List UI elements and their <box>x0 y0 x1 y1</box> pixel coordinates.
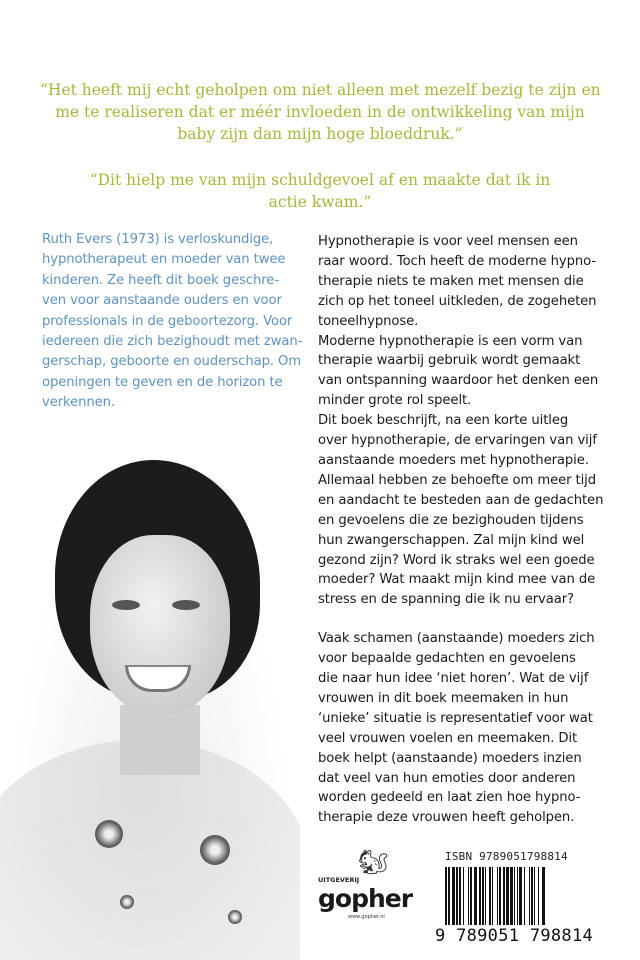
text-line: kinderen. Ze heeft dit boek geschre- <box>42 272 279 288</box>
blurb-paragraph-1 <box>318 232 603 610</box>
text-line: en gevoelens die ze bezighouden tijdens <box>318 512 584 528</box>
publisher-name: gopher <box>318 884 413 913</box>
text-line: zich op het toneel uitkleden, de zogeheten <box>318 293 597 309</box>
blurb-text <box>318 232 603 828</box>
text-line: Vaak schamen (aanstaande) moeders zich <box>318 631 595 647</box>
publisher-logo <box>318 848 413 921</box>
testimonial-quote-2 <box>40 169 600 213</box>
text-line: Ruth Evers (1973) is verloskundige, <box>42 232 274 247</box>
text-line: iedereen die zich bezighoudt met zwan- <box>42 334 303 350</box>
necklace-bead <box>228 910 242 924</box>
quote-line: me te realiseren dat er méér invloeden in de ontwikkeling van mijn <box>55 103 585 121</box>
text-line: boek helpt (aanstaande) moeders inzien <box>318 750 582 766</box>
text-line: verkennen. <box>42 395 115 411</box>
text-line: vrouwen in dit boek meemaken in hun <box>318 690 569 706</box>
text-line: therapie deze vrouwen heeft geholpen. <box>318 810 575 826</box>
barcode-bars <box>445 867 575 925</box>
text-line: Hypnotherapie is voor veel mensen een <box>318 234 578 249</box>
quote-line: actie kwam.” <box>268 193 372 211</box>
quote-line: “Het heeft mij echt geholpen om niet alleen met mezelf bezig te zijn en <box>40 81 601 99</box>
text-line: hun zwangerschappen. Zal mijn kind wel <box>318 532 585 548</box>
necklace-bead <box>120 895 134 909</box>
necklace-bead <box>95 820 123 848</box>
isbn-label: ISBN 9789051798814 <box>445 850 568 863</box>
text-line: van ontspanning waardoor het denken een <box>318 373 599 389</box>
text-line: professionals in de geboortezorg. Voor <box>42 313 293 329</box>
text-line: raar woord. Toch heeft de moderne hypno- <box>318 253 596 269</box>
text-line: stress en de spanning die ik nu ervaar? <box>318 592 574 608</box>
text-line: ‘unieke’ situatie is representatief voor wat <box>318 710 593 726</box>
barcode-digits: 9 789051 798814 <box>435 926 594 946</box>
text-line: worden gedeeld en laat zien hoe hypno- <box>318 790 581 806</box>
text-line: Moderne hypnotherapie is een vorm van <box>318 333 583 349</box>
text-line: Dit boek beschrijft, na een korte uitleg <box>318 413 569 429</box>
text-line: moeder? Wat maakt mijn kind mee van de <box>318 572 596 588</box>
text-line: gerschap, geboorte en ouderschap. Om <box>42 354 302 370</box>
testimonial-quote-1 <box>40 79 600 145</box>
author-bio <box>42 230 302 414</box>
publisher-imprint: UITGEVERIJ <box>318 876 360 884</box>
text-line: dat veel van hun emoties door anderen <box>318 770 576 786</box>
author-photo <box>0 440 300 960</box>
text-line: gezond zijn? Word ik straks wel een goede <box>318 552 595 568</box>
text-line: veel vrouwen voelen en meemaken. Dit <box>318 730 578 746</box>
text-line: toneelhypnose. <box>318 313 419 329</box>
text-line: aanstaande moeders met hypnotherapie. <box>318 452 589 468</box>
text-line: Allemaal hebben ze behoefte om meer tijd <box>318 472 597 488</box>
text-line: en aandacht te besteden aan de gedachten <box>318 492 604 508</box>
text-line: hypnotherapeut en moeder van twee <box>42 252 286 268</box>
text-line: openingen te geven en de horizon te <box>42 374 283 390</box>
text-line: minder grote rol speelt. <box>318 393 472 409</box>
blurb-paragraph-2 <box>318 629 603 828</box>
text-line: therapie niets te maken met mensen die <box>318 273 584 289</box>
publisher-url: www.gopher.nl <box>348 914 385 920</box>
text-line: ven voor aanstaande ouders en voor <box>42 293 282 309</box>
necklace-bead <box>200 835 230 865</box>
text-line: over hypnotherapie, de ervaringen van vijf <box>318 433 597 449</box>
squirrel-icon: 🐿 <box>358 848 389 876</box>
isbn-barcode <box>435 850 594 946</box>
text-line: therapie waarbij gebruik wordt gemaakt <box>318 353 581 369</box>
quote-line: baby zijn dan mijn hoge bloeddruk.” <box>177 125 463 143</box>
barcode-bar <box>542 867 544 925</box>
text-line: die naar hun idee ‘niet horen’. Wat de vijf <box>318 671 589 687</box>
text-line: voor bepaalde gedachten en gevoelens <box>318 651 576 667</box>
quote-line: “Dit hielp me van mijn schuldgevoel af en maakte dat ik in <box>89 171 551 189</box>
